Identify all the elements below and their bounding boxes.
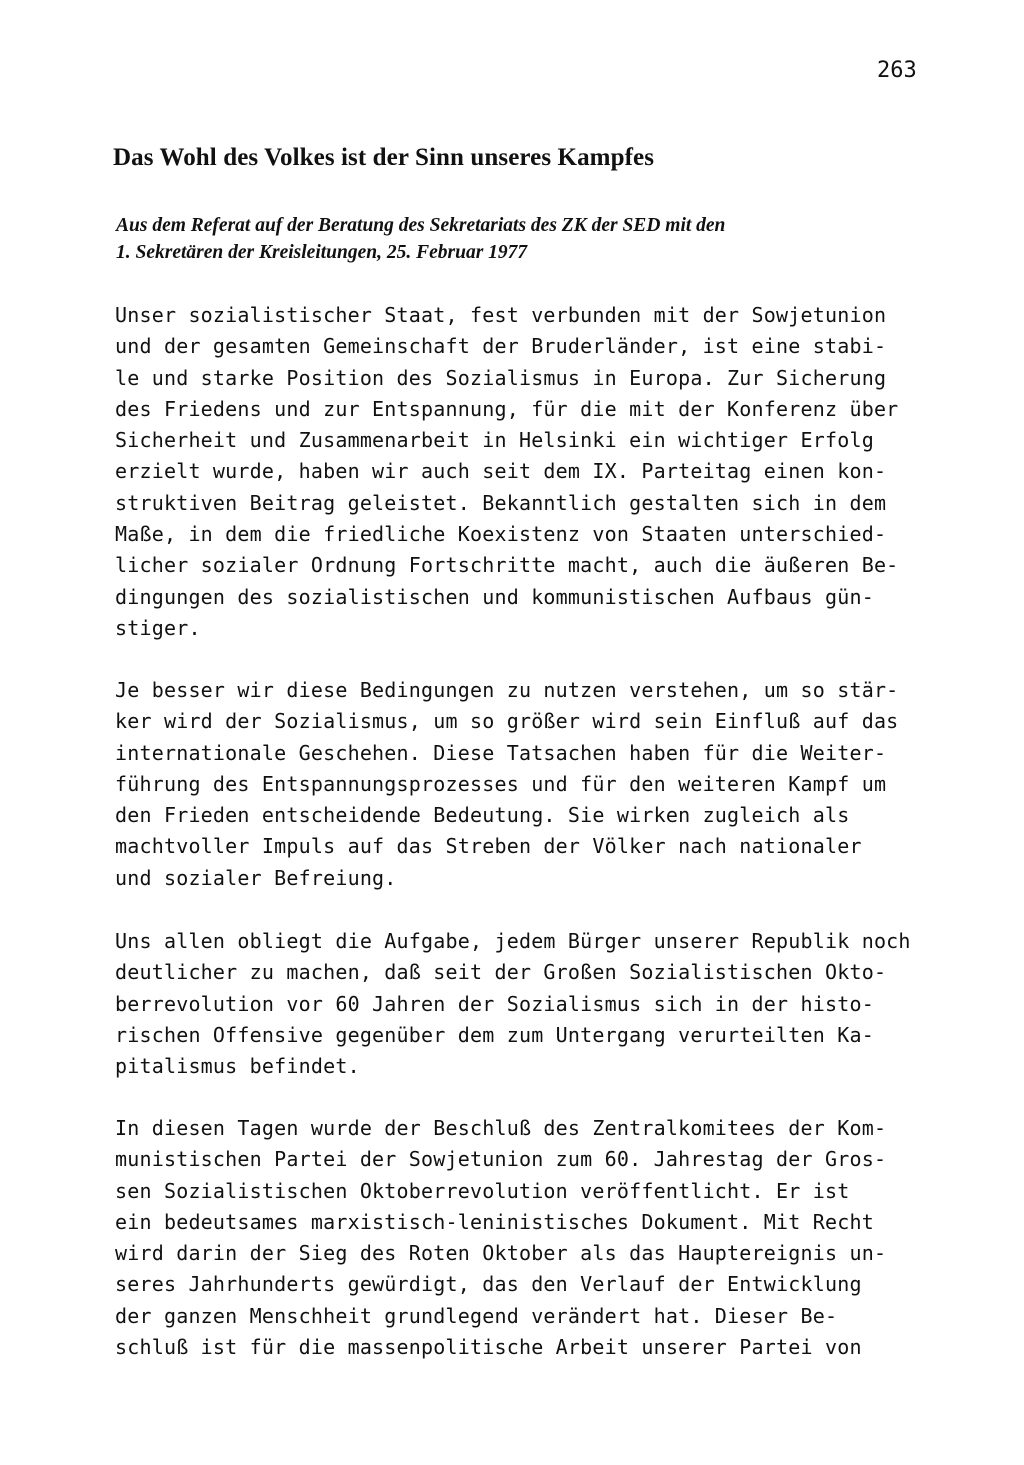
text-line: In diesen Tagen wurde der Beschluß des Zentralkomitees der Kom- xyxy=(115,1116,887,1140)
text-line: Uns allen obliegt die Aufgabe, jedem Bürger unserer Republik noch xyxy=(115,929,911,953)
text-line: den Frieden entscheidende Bedeutung. Sie wirken zugleich als xyxy=(115,803,850,828)
text-line: erzielt wurde, haben wir auch seit dem IX. Parteitag einen kon- xyxy=(115,459,887,484)
text-line: Maße, in dem die friedliche Koexistenz von Staaten unterschied- xyxy=(115,522,887,547)
paragraph-2 xyxy=(115,675,898,894)
text-line: berrevolution vor 60 Jahren der Sozialismus sich in der histo- xyxy=(115,991,874,1016)
text-line: le und starke Position des Sozialismus in Europa. Zur Sicherung xyxy=(115,365,887,390)
text-line: und sozialer Befreiung. xyxy=(115,865,397,890)
text-line: der ganzen Menschheit grundlegend verändert hat. Dieser Be- xyxy=(115,1303,838,1328)
paragraph-1 xyxy=(115,300,898,644)
text-line: Je besser wir diese Bedingungen zu nutzen verstehen, um so stär- xyxy=(115,678,899,702)
text-line: licher sozialer Ordnung Fortschritte macht, auch die äußeren Be- xyxy=(115,553,899,578)
text-line: pitalismus befindet. xyxy=(115,1054,360,1079)
subtitle xyxy=(116,212,725,266)
text-line: ein bedeutsames marxistisch-leninistisches Dokument. Mit Recht xyxy=(115,1209,874,1234)
text-line: dingungen des sozialistischen und kommunistischen Aufbaus gün- xyxy=(115,584,874,609)
subtitle-line: 1. Sekretären der Kreisleitungen, 25. Februar 1977 xyxy=(116,242,528,263)
text-line: Sicherheit und Zusammenarbeit in Helsinki ein wichtiger Erfolg xyxy=(115,428,874,453)
text-line: und der gesamten Gemeinschaft der Bruderländer, ist eine stabi- xyxy=(115,334,887,359)
paragraph-4 xyxy=(115,1113,886,1363)
page-title: Das Wohl des Volkes ist der Sinn unseres Kampfes xyxy=(113,144,655,171)
text-line: wird darin der Sieg des Roten Oktober als das Hauptereignis un- xyxy=(115,1241,887,1266)
text-line: des Friedens und zur Entspannung, für die mit der Konferenz über xyxy=(115,396,899,421)
text-line: munistischen Partei der Sowjetunion zum 60. Jahrestag der Gros- xyxy=(115,1147,887,1172)
subtitle-line: Aus dem Referat auf der Beratung des Sekretariats des ZK der SED mit den xyxy=(116,215,726,236)
text-line: schluß ist für die massenpolitische Arbeit unserer Partei von xyxy=(115,1335,862,1360)
text-line: deutlicher zu machen, daß seit der Großen Sozialistischen Okto- xyxy=(115,960,887,985)
text-line: seres Jahrhunderts gewürdigt, das den Verlauf der Entwicklung xyxy=(115,1272,862,1297)
text-line: stiger. xyxy=(115,615,201,640)
text-line: ker wird der Sozialismus, um so größer wird sein Einfluß auf das xyxy=(115,709,899,734)
text-line: machtvoller Impuls auf das Streben der Völker nach nationaler xyxy=(115,834,862,859)
text-line: struktiven Beitrag geleistet. Bekanntlich gestalten sich in dem xyxy=(115,490,887,515)
text-line: internationale Geschehen. Diese Tatsachen haben für die Weiter- xyxy=(115,740,887,765)
text-line: rischen Offensive gegenüber dem zum Untergang verurteilten Ka- xyxy=(115,1022,874,1047)
text-line: sen Sozialistischen Oktoberrevolution veröffentlicht. Er ist xyxy=(115,1178,850,1203)
page-number: 263 xyxy=(877,58,917,83)
text-line: führung des Entspannungsprozesses und für den weiteren Kampf um xyxy=(115,771,887,796)
text-line: Unser sozialistischer Staat, fest verbunden mit der Sowjetunion xyxy=(115,303,887,327)
paragraph-3 xyxy=(115,926,911,1082)
